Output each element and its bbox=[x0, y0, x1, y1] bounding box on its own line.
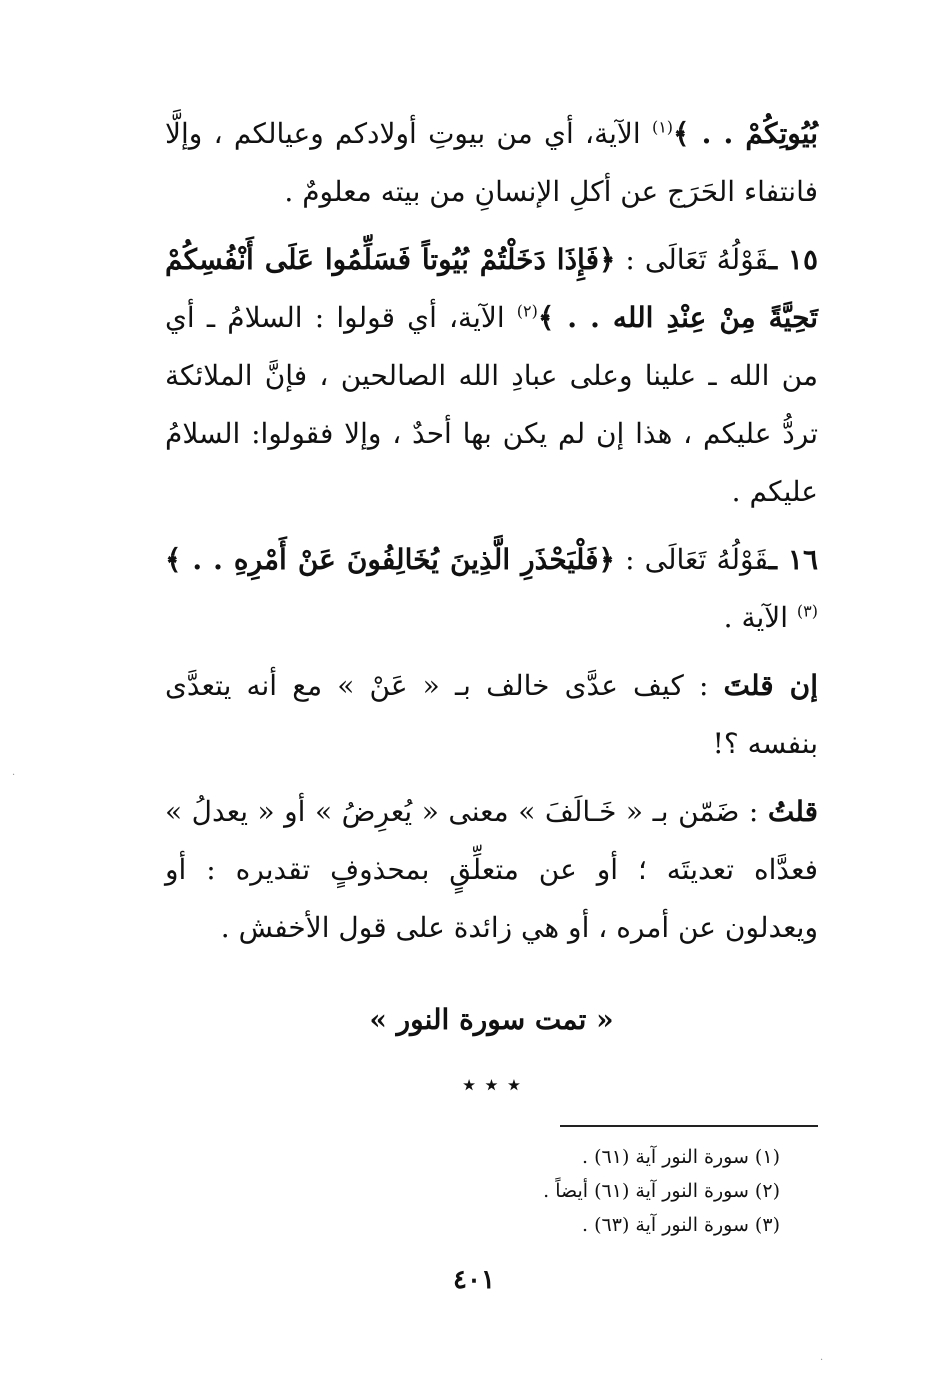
footnote-1: (١) سورة النور آية (٦١) . bbox=[582, 1146, 780, 1168]
scan-dot: · bbox=[820, 1355, 824, 1366]
scan-dot: · bbox=[12, 770, 16, 781]
paragraph-text: : ضَمّن بـ « خَـالَفَ » معنى « يُعرِضُ » أو « يعدلُ » فعدَّاه تعديتَه ؛ أو عن متعلِّقٍ بمحذوفٍ تقديره : أو ويعدلون عن أمره ، أو هي زائدة على قول الأخفش . bbox=[165, 795, 818, 944]
paragraph-3 bbox=[165, 531, 818, 647]
footnote-ref: (١) bbox=[651, 117, 674, 137]
footnote-3: (٣) سورة النور آية (٦٣) . bbox=[582, 1214, 780, 1236]
paragraph-4 bbox=[165, 657, 818, 773]
verse-lead: قَوْلُهُ تَعَالَى : bbox=[614, 543, 769, 576]
paragraph-text: الآية، أي من بيوتِ أولادكم وعيالكم ، وإلَّا فانتفاء الحَرَج عن أكلِ الإنسانِ من بيته معلومٌ . bbox=[165, 117, 818, 208]
item-number: ١٦ ـ bbox=[768, 543, 818, 576]
page-number: ٤٠١ bbox=[453, 1265, 495, 1295]
paragraph-1 bbox=[165, 105, 818, 221]
quran-text: ﴿فَإِذَا دَخَلْتُمْ بُيُوتاً فَسَلِّمُوا عَلَى أَنْفُسِكُمْ تَحِيَّةً مِنْ عِنْدِ الله . . ﴾ bbox=[165, 243, 818, 334]
verse-lead: قَوْلُهُ تَعَالَى : bbox=[615, 243, 769, 276]
surah-end-title: « تمت سورة النور » bbox=[369, 1003, 614, 1036]
answer-lead: قلتُ bbox=[767, 795, 818, 828]
quran-text: بُيُوتِكُمْ . . ﴾ bbox=[673, 117, 819, 150]
paragraph-text: الآية . bbox=[723, 601, 797, 634]
footnote-2: (٢) سورة النور آية (٦١) أيضاً . bbox=[543, 1180, 780, 1202]
paragraph-text: : كيف عدَّى خالف بـ « عَنْ » مع أنه يتعدَّى بنفسه ؟! bbox=[165, 669, 818, 760]
footnote-ref: (٢) bbox=[516, 301, 538, 321]
question-lead: إن قلتَ bbox=[723, 669, 818, 702]
footnote-divider bbox=[560, 1125, 818, 1127]
footnote-ref: (٣) bbox=[796, 601, 818, 621]
footnotes bbox=[380, 1140, 780, 1242]
section-stars: ٭ ٭ ٭ bbox=[461, 1070, 522, 1100]
paragraph-text: الآية، أي قولوا : السلامُ ـ أي من الله ـ علينا وعلى عبادِ الله الصالحين ، فإنَّ الملائكة تردُّ عليكم ، هذا إن لم يكن بها أحدٌ ، وإلا فقولوا: السلامُ عليكم . bbox=[165, 301, 818, 508]
quran-text: ﴿فَلْيَحْذَرِ الَّذِينَ يُخَالِفُونَ عَنْ أَمْرِهِ . . ﴾ bbox=[165, 543, 615, 576]
paragraph-5 bbox=[165, 783, 818, 957]
paragraph-2 bbox=[165, 231, 818, 521]
item-number: ١٥ ـ bbox=[768, 243, 818, 276]
page-body bbox=[165, 105, 818, 1105]
